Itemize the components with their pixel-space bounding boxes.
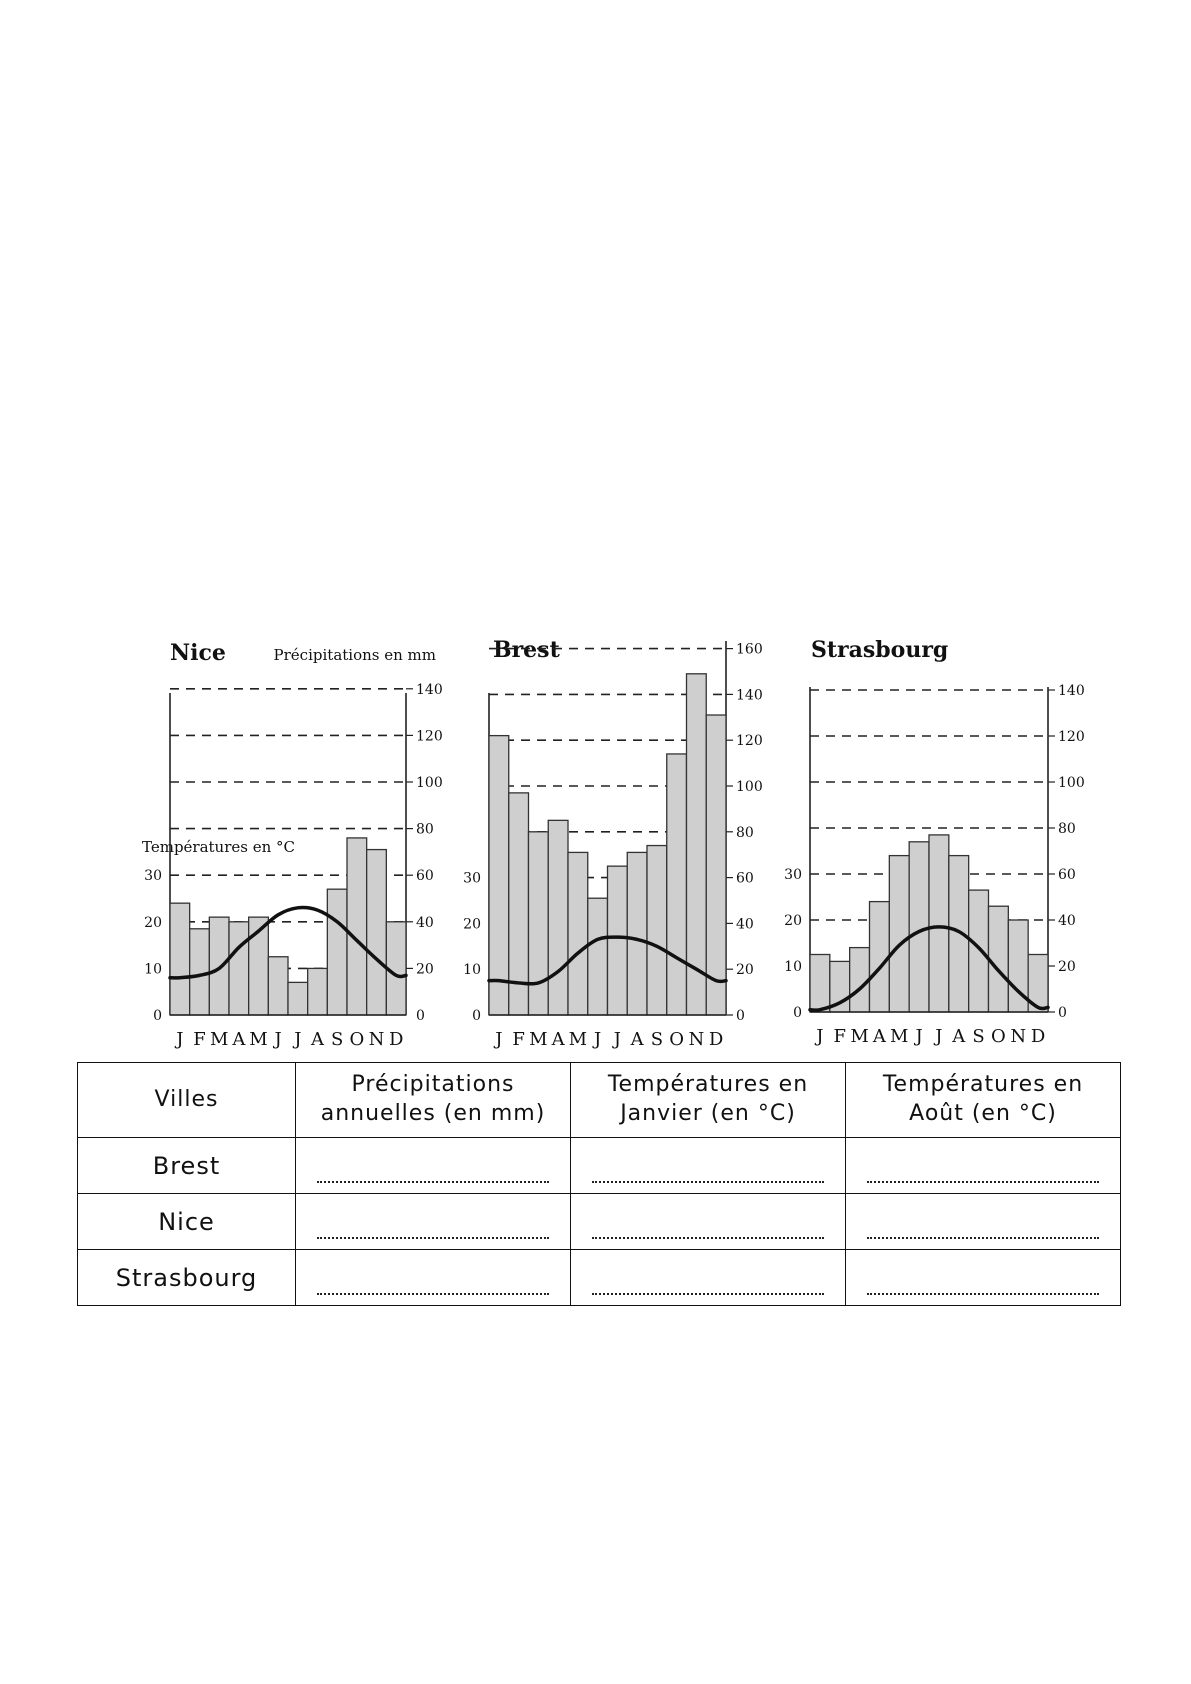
header-temp-aout: Températures en Août (en °C): [846, 1063, 1121, 1138]
month-label: J: [495, 1029, 503, 1050]
month-label: O: [991, 1026, 1006, 1047]
precipitation-bar: [489, 736, 509, 1015]
table-row: [78, 1194, 1121, 1250]
blank-answer[interactable]: [846, 1138, 1121, 1194]
left-tick-label: 20: [784, 913, 802, 929]
left-tick-label: 30: [144, 868, 162, 885]
precipitation-bar: [810, 955, 830, 1013]
right-tick-label: 0: [1058, 1005, 1067, 1021]
month-label: J: [915, 1026, 923, 1047]
right-tick-label: 20: [416, 961, 434, 978]
left-tick-label: 10: [463, 962, 481, 979]
right-tick-label: 160: [736, 641, 763, 658]
table-row: [78, 1138, 1121, 1194]
city-cell: Nice: [78, 1194, 296, 1250]
answer-table-container: [77, 1062, 1120, 1306]
header-temp-janvier: Températures en Janvier (en °C): [571, 1063, 846, 1138]
month-label: F: [512, 1029, 525, 1050]
precipitation-bar: [327, 889, 347, 1015]
precipitation-bar: [209, 917, 229, 1015]
month-label: A: [311, 1029, 324, 1050]
month-label: A: [630, 1029, 644, 1050]
month-label: D: [708, 1029, 724, 1050]
left-tick-label: 30: [463, 870, 481, 887]
month-label: N: [688, 1029, 705, 1050]
right-tick-label: 60: [416, 868, 434, 885]
precipitation-bar: [529, 832, 549, 1015]
right-tick-label: 120: [416, 728, 443, 745]
chart-title: Nice: [170, 640, 226, 666]
right-tick-label: 60: [736, 870, 754, 887]
precipitation-bar: [870, 902, 890, 1012]
table-row: [78, 1250, 1121, 1306]
precipitation-bar: [568, 852, 588, 1015]
month-label: D: [1030, 1026, 1046, 1047]
precipitation-bar: [190, 929, 210, 1015]
right-tick-label: 20: [1058, 959, 1076, 975]
precipitation-axis-title: Précipitations en mm: [273, 646, 436, 664]
precipitation-bar: [706, 715, 726, 1015]
right-tick-label: 120: [736, 733, 763, 750]
precipitation-bar: [909, 842, 929, 1012]
precipitation-bar: [588, 898, 608, 1015]
right-tick-label: 0: [736, 1008, 745, 1024]
left-tick-label: 20: [463, 916, 481, 933]
right-tick-label: 80: [1058, 821, 1076, 837]
month-label: J: [294, 1029, 302, 1050]
month-label: J: [594, 1029, 602, 1050]
right-tick-label: 40: [1058, 913, 1076, 929]
right-tick-label: 140: [1058, 683, 1085, 699]
right-tick-label: 100: [736, 779, 763, 795]
right-tick-label: 20: [736, 962, 754, 979]
precipitation-bar: [969, 890, 989, 1012]
month-label: S: [650, 1029, 664, 1050]
left-tick-label: 10: [144, 961, 162, 978]
right-tick-label: 140: [416, 681, 443, 698]
precipitation-bar: [929, 835, 949, 1012]
blank-answer[interactable]: [846, 1194, 1121, 1250]
month-label: J: [816, 1026, 824, 1047]
month-label: O: [669, 1029, 685, 1050]
left-tick-label: 10: [784, 959, 802, 975]
month-label: O: [349, 1029, 365, 1050]
chart-title: Strasbourg: [811, 637, 949, 663]
blank-answer[interactable]: [571, 1194, 846, 1250]
right-tick-label: 80: [736, 824, 754, 841]
precipitation-bar: [608, 866, 628, 1015]
left-tick-label: 30: [784, 867, 802, 883]
table-header-row: [78, 1063, 1121, 1138]
right-tick-label: 60: [1058, 867, 1076, 883]
month-label: N: [1010, 1026, 1027, 1047]
blank-answer[interactable]: [296, 1138, 571, 1194]
precipitation-bar: [268, 957, 288, 1015]
month-label: J: [274, 1029, 282, 1050]
precipitation-bar: [548, 820, 568, 1015]
right-tick-label: 40: [736, 916, 754, 933]
month-label: J: [935, 1026, 943, 1047]
answer-table: [77, 1062, 1121, 1306]
month-label: A: [232, 1029, 246, 1050]
right-tick-label: 80: [416, 821, 434, 838]
month-label: M: [568, 1029, 588, 1050]
left-tick-label: 0: [793, 1005, 802, 1021]
month-label: A: [872, 1026, 886, 1047]
precipitation-bar: [170, 903, 190, 1015]
month-label: S: [330, 1029, 344, 1050]
right-tick-label: 120: [1058, 729, 1085, 745]
blank-answer[interactable]: [571, 1250, 846, 1306]
precipitation-bar: [889, 856, 909, 1012]
header-precipitations: Précipitations annuelles (en mm): [296, 1063, 571, 1138]
month-label: A: [551, 1029, 565, 1050]
month-label: J: [613, 1029, 621, 1050]
month-label: M: [209, 1029, 229, 1050]
blank-answer[interactable]: [296, 1250, 571, 1306]
month-label: J: [176, 1029, 184, 1050]
right-tick-label: 40: [416, 914, 434, 931]
right-tick-label: 0: [416, 1008, 425, 1024]
precipitation-bar: [647, 846, 667, 1015]
header-villes: Villes: [78, 1063, 296, 1138]
month-label: M: [850, 1026, 869, 1047]
blank-answer[interactable]: [571, 1138, 846, 1194]
month-label: F: [193, 1029, 206, 1050]
month-label: M: [249, 1029, 268, 1050]
precipitation-bar: [308, 968, 328, 1015]
chart-title: Brest: [493, 637, 560, 663]
month-label: A: [952, 1026, 966, 1047]
left-tick-label: 20: [144, 914, 162, 931]
temperature-axis-title: Températures en °C: [142, 837, 296, 856]
precipitation-bar: [367, 850, 387, 1015]
month-label: S: [972, 1026, 985, 1047]
month-label: N: [368, 1029, 385, 1050]
precipitation-bar: [949, 856, 969, 1012]
right-tick-label: 100: [1058, 775, 1085, 791]
month-label: M: [529, 1029, 548, 1050]
precipitation-bar: [288, 982, 308, 1015]
precipitation-bar: [229, 922, 249, 1015]
left-tick-label: 0: [153, 1008, 162, 1024]
month-label: F: [833, 1026, 846, 1047]
month-label: D: [388, 1029, 404, 1050]
precipitation-bar: [347, 838, 367, 1015]
right-tick-label: 100: [416, 775, 443, 791]
blank-answer[interactable]: [846, 1250, 1121, 1306]
left-tick-label: 0: [472, 1008, 481, 1024]
precipitation-bar: [667, 754, 687, 1015]
precipitation-bar: [989, 906, 1009, 1012]
right-tick-label: 140: [736, 687, 763, 704]
blank-answer[interactable]: [296, 1194, 571, 1250]
city-cell: Brest: [78, 1138, 296, 1194]
month-label: M: [890, 1026, 909, 1047]
city-cell: Strasbourg: [78, 1250, 296, 1306]
precipitation-bar: [627, 852, 647, 1015]
